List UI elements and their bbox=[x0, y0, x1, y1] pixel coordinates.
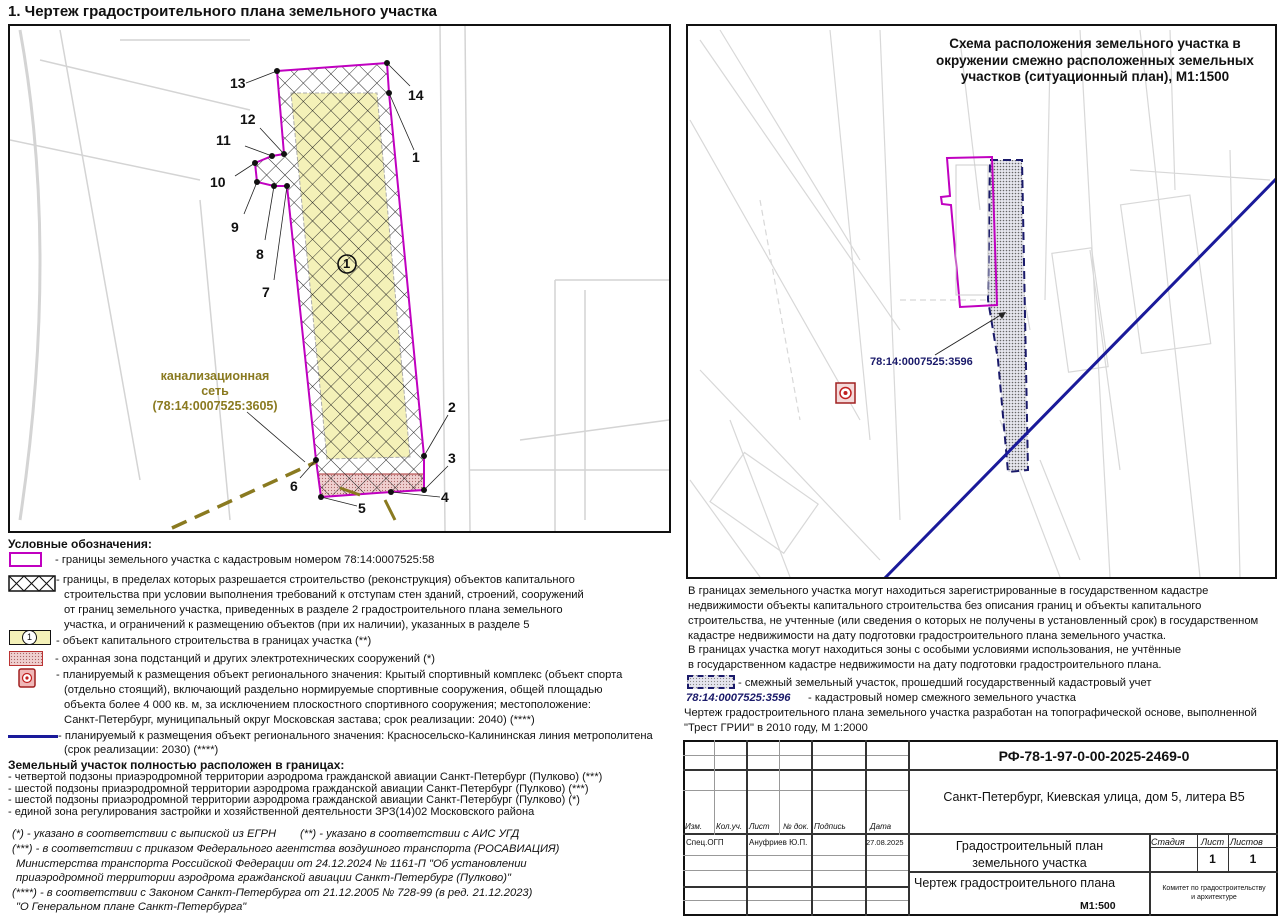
point-label-9: 9 bbox=[231, 219, 239, 235]
legend-text: - границы, в пределах которых разрешается строительство (реконструкция) объектов капитального bbox=[56, 574, 575, 586]
legend-item-metro bbox=[58, 729, 653, 757]
left-plan-drawing bbox=[10, 26, 669, 531]
legend-text: объекта более 4 000 кв. м, за исключением плоскостного спортивного сооружения; местоположение: bbox=[64, 699, 591, 711]
plan-name-line: Градостроительный план bbox=[955, 839, 1104, 853]
title-line: окружении смежно расположенных земельных bbox=[936, 52, 1254, 68]
header-date: Дата bbox=[870, 822, 892, 831]
plan-name bbox=[910, 838, 1149, 872]
legend-heading: Условные обозначения: bbox=[8, 537, 152, 551]
address: Санкт-Петербург, Киевская улица, дом 5, литера В5 bbox=[943, 790, 1245, 804]
note-line: Чертеж градостроительного плана земельного участка разработан на топографической основе, выполненной bbox=[684, 707, 1257, 719]
point-label-2: 2 bbox=[448, 399, 456, 415]
legend-text: (отдельно стоящий), включающий раздельно нормируемые спортивные сооружения, общей площадью bbox=[64, 684, 603, 696]
zone-item: - шестой подзоны приаэродромной территории аэродрома гражданской авиации Санкт-Петербург (Пулково) (***) bbox=[8, 782, 589, 795]
zones-heading: Земельный участок полностью расположен в границах: bbox=[8, 758, 345, 772]
footnotes-block bbox=[12, 842, 559, 915]
footnote: Министерства транспорта Российской Федерации от 24.12.2024 № 1161-П "Об установлении bbox=[16, 857, 527, 870]
legend-parcel-symbol bbox=[9, 552, 42, 567]
adjacent-parcel-label: 78:14:0007525:3596 bbox=[870, 356, 973, 368]
legend-text: строительства при условии выполнения требований к отступам стен зданий, строений, сооружений bbox=[64, 589, 584, 601]
point-label-8: 8 bbox=[256, 246, 264, 262]
footnote: (****) - в соответствии с Законом Санкт-Петербурга от 21.12.2005 № 728-99 (в ред. 21.12.2023) bbox=[12, 886, 533, 899]
point-label-6: 6 bbox=[290, 478, 298, 494]
cadastral-sample: 78:14:0007525:3596 bbox=[686, 692, 791, 704]
legend-text: - планируемый к размещения объект регионального значения: Красносельско-Калининская линия метрополитена bbox=[58, 730, 653, 742]
topographic-base bbox=[690, 30, 1270, 577]
metro-line bbox=[883, 178, 1275, 577]
note-line: - кадастровый номер смежного земельного участка bbox=[808, 692, 1076, 704]
note-line: В границах участка могут находиться зоны с особыми условиями использования, не учтённые bbox=[688, 644, 1182, 656]
legend-number-circle: 1 bbox=[22, 630, 37, 645]
sewer-label-line: сеть bbox=[201, 384, 229, 398]
point-label-14: 14 bbox=[408, 87, 424, 103]
legend-metro-symbol bbox=[8, 735, 58, 738]
legend-text: участка, и ограничений к размещению объектов (при их наличии), указанных в разделе 5 bbox=[64, 619, 530, 631]
header-signature: Подпись bbox=[814, 822, 846, 831]
footnote: (**) - указано в соответствии с АИС УГД bbox=[300, 828, 520, 840]
topo-note bbox=[684, 706, 1257, 736]
footnote: приаэродромной территории аэродрома гражданской авиации Санкт-Петербург (Пулково)" bbox=[16, 872, 511, 884]
sewer-label bbox=[148, 369, 282, 414]
note-line: кадастре недвижимости на дату подготовки градостроительного плана земельного участка. bbox=[688, 630, 1167, 642]
organization-line: Комитет по градостроительству bbox=[1162, 885, 1266, 892]
date: 27.08.2025 bbox=[866, 838, 904, 847]
legend-text: Санкт-Петербург, муниципальный округ Московская застава; срок реализации: 2040) (****) bbox=[64, 714, 535, 726]
legend-item-buildable bbox=[56, 573, 584, 633]
sheets-count: 1 bbox=[1249, 852, 1257, 866]
header-kol-uch: Кол.уч. bbox=[716, 822, 743, 831]
note-line: строительства, не учтенные (или сведения о которых не получены в установленный срок) в государственном bbox=[688, 615, 1259, 627]
footnote: "О Генеральном плане Санкт-Петербурга" bbox=[16, 901, 247, 913]
sewer-label-line: (78:14:0007525:3605) bbox=[152, 399, 278, 413]
point-label-3: 3 bbox=[448, 450, 456, 466]
header-doc-no: № док. bbox=[783, 822, 809, 831]
note-line: недвижимости объекты капитального строительства без описания границ и объекты капитального bbox=[688, 600, 1202, 612]
header-list: Лист bbox=[749, 822, 770, 831]
parcel-boundary bbox=[255, 63, 424, 497]
legend-item-sports bbox=[56, 668, 623, 728]
header-izm: Изм. bbox=[685, 822, 703, 831]
sewer-label-line: канализационная bbox=[160, 369, 270, 383]
document-number: РФ-78-1-97-0-00-2025-2469-0 bbox=[998, 748, 1190, 764]
legend-text: (срок реализации: 2030) (****) bbox=[64, 744, 219, 756]
title-line: участков (ситуационный план), М1:1500 bbox=[960, 69, 1230, 84]
zone-item: - шестой подзоны приаэродромной территории аэродрома гражданской авиации Санкт-Петербург (Пулково) (*) bbox=[8, 794, 580, 807]
legend-crosshatch-symbol bbox=[8, 575, 56, 592]
page-title: 1. Чертеж градостроительного плана земельного участка bbox=[8, 3, 437, 20]
person: Ануфриев Ю.П. bbox=[749, 838, 808, 847]
note-line: "Трест ГРИИ" в 2010 году, М 1:2000 bbox=[684, 722, 868, 734]
point-label-4: 4 bbox=[441, 489, 449, 505]
point-label-10: 10 bbox=[210, 174, 226, 190]
legend-protection-zone-symbol bbox=[9, 651, 43, 666]
sheets-label: Листов bbox=[1230, 837, 1263, 847]
footnote: (*) - указано в соответствии с выпиской из ЕГРН bbox=[12, 828, 277, 840]
legend-text: от границ земельного участка, приведенных в разделе 2 градостроительного плана земельного bbox=[64, 604, 563, 616]
stage-label: Стадия bbox=[1151, 837, 1185, 847]
point-label-12: 12 bbox=[240, 111, 256, 127]
note-line: в государственном кадастре недвижимости на дату подготовки градостроительного плана. bbox=[688, 659, 1162, 671]
sewer-line bbox=[172, 462, 316, 528]
point-label-5: 5 bbox=[358, 500, 366, 516]
drawing-scale: М1:500 bbox=[1080, 900, 1116, 912]
sports-complex-icon bbox=[836, 383, 855, 403]
sheet-number: 1 bbox=[1209, 852, 1216, 866]
object-number: 1 bbox=[343, 256, 351, 271]
point-label-11: 11 bbox=[216, 132, 231, 148]
point-label-13: 13 bbox=[230, 75, 246, 91]
legend-text: - объект капитального строительства в границах участка (**) bbox=[56, 635, 372, 647]
notes-block bbox=[688, 584, 1258, 673]
legend-text: - планируемый к размещения объект регионального значения: Крытый спортивный комплекс (объект спорта bbox=[56, 669, 623, 681]
zone-item: - единой зона регулирования застройки и хозяйственной деятельности ЗРЗ(14)02 Московского района bbox=[8, 805, 535, 818]
legend-adjacent-parcel-symbol bbox=[687, 675, 735, 689]
plan-name-line: земельного участка bbox=[972, 856, 1087, 870]
legend-building-symbol bbox=[9, 630, 51, 645]
zone-item: - четвертой подзоны приаэродромной территории аэродрома гражданской авиации Санкт-Петербург (Пулково) (***) bbox=[8, 771, 603, 783]
role: Спец.ОГП bbox=[686, 838, 724, 847]
footnote: (***) - в соответствии с приказом Федерального агентства воздушного транспорта (РОСАВИАЦИЯ) bbox=[12, 843, 560, 855]
drawing-name: Чертеж градостроительного плана bbox=[914, 876, 1116, 890]
title-line: Схема расположения земельного участка в bbox=[949, 36, 1241, 51]
zones-block bbox=[8, 759, 602, 818]
note-line: - смежный земельный участок, прошедший государственный кадастровый учет bbox=[738, 677, 1152, 689]
point-label-7: 7 bbox=[262, 284, 270, 300]
sheet-label: Лист bbox=[1201, 837, 1225, 847]
legend-text: - охранная зона подстанций и других электротехнических сооружений (*) bbox=[55, 653, 435, 665]
organization bbox=[1150, 884, 1278, 902]
note-line: В границах земельного участка могут находиться зарегистрированные в государственном кадастре bbox=[688, 585, 1209, 597]
organization-line: и архитектуре bbox=[1191, 894, 1237, 901]
situation-plan-drawing bbox=[688, 26, 1275, 577]
situation-plan-title bbox=[920, 36, 1270, 86]
legend-text: - границы земельного участка с кадастровым номером 78:14:0007525:58 bbox=[55, 554, 435, 566]
legend-sports-complex-icon bbox=[18, 668, 36, 688]
point-label-1: 1 bbox=[412, 149, 420, 165]
